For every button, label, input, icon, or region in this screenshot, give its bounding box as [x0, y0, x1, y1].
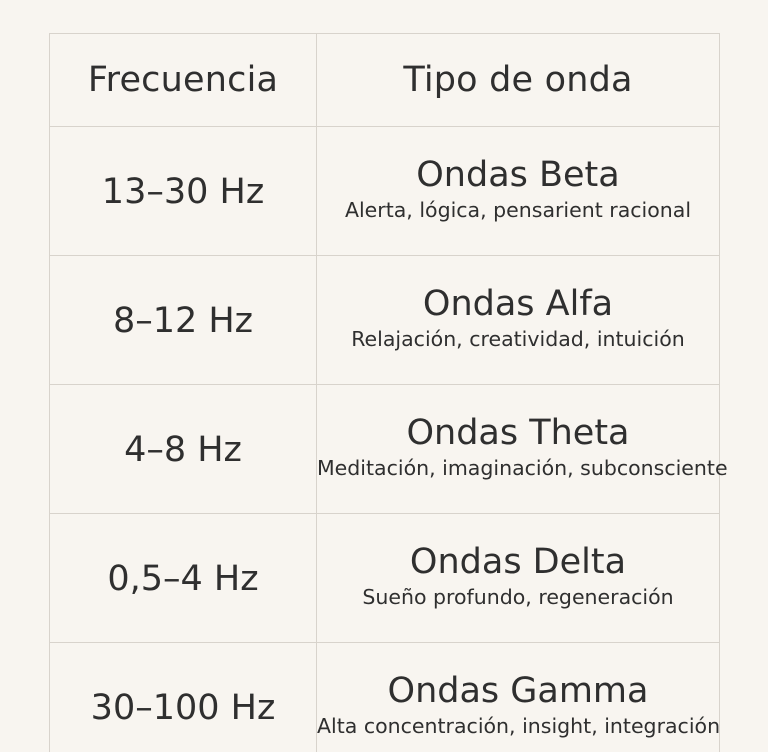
frequency-cell [50, 127, 317, 256]
wave-name: Ondas Alfa [422, 284, 614, 324]
wave-description: Relajación, creatividad, intuición [351, 327, 685, 351]
frequency-value: 13–30 Hz [101, 172, 265, 212]
wave-name: Ondas Theta [406, 413, 630, 453]
table-row-gamma [50, 643, 720, 752]
header-wave-type: Tipo de onda [317, 34, 720, 127]
table-row-beta [50, 127, 720, 256]
brainwave-table [49, 33, 728, 752]
wave-description: Meditación, imaginación, subconsciente [317, 456, 728, 480]
wave-description: Alerta, lógica, pensarient racional [344, 198, 692, 222]
frequency-cell [50, 385, 317, 514]
table-row-theta [50, 385, 720, 514]
frequency-cell [50, 514, 317, 643]
frequency-cell [50, 643, 317, 752]
wave-cell [317, 385, 728, 514]
frequency-value: 4–8 Hz [124, 430, 242, 470]
wave-name: Ondas Gamma [387, 671, 649, 711]
table-row-alfa [50, 256, 720, 385]
wave-name: Ondas Delta [409, 542, 627, 582]
wave-cell [317, 643, 720, 752]
wave-description: Sueño profundo, regeneración [362, 585, 674, 609]
frequency-value: 30–100 Hz [90, 688, 276, 728]
header-frequency: Frecuencia [50, 34, 317, 127]
wave-cell [317, 514, 720, 643]
wave-name: Ondas Beta [416, 155, 620, 195]
wave-cell [317, 256, 720, 385]
wave-cell [317, 127, 720, 256]
frequency-value: 8–12 Hz [112, 301, 254, 341]
wave-description: Alta concentración, insight, integración [317, 714, 721, 738]
header-row [50, 34, 720, 127]
frequency-cell [50, 256, 317, 385]
table-row-delta [50, 514, 720, 643]
frequency-value: 0,5–4 Hz [107, 559, 259, 599]
